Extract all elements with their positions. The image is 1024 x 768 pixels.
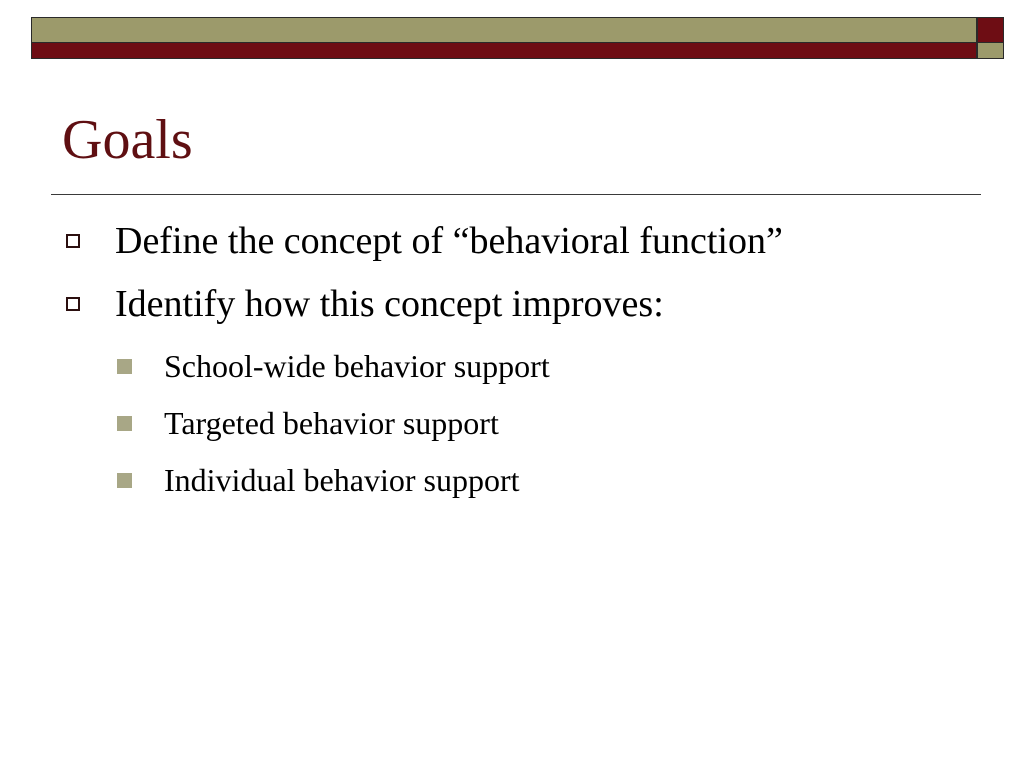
hollow-square-bullet-icon	[66, 297, 80, 311]
filled-square-bullet-icon	[117, 473, 132, 488]
header-olive-bar	[31, 17, 977, 43]
hollow-square-bullet-icon	[66, 234, 80, 248]
filled-square-bullet-icon	[117, 359, 132, 374]
header-maroon-square	[977, 17, 1004, 43]
sub-bullet-text: Targeted behavior support	[164, 405, 499, 441]
header-maroon-bar	[31, 42, 977, 59]
header-olive-square	[977, 42, 1004, 59]
title-divider	[51, 194, 981, 195]
filled-square-bullet-icon	[117, 416, 132, 431]
sub-bullet-text: School-wide behavior support	[164, 348, 550, 384]
sub-bullet-text: Individual behavior support	[164, 462, 520, 498]
bullet-text: Identify how this concept improves:	[115, 283, 664, 325]
bullet-text: Define the concept of “behavioral function”	[115, 220, 783, 262]
slide-title: Goals	[62, 109, 193, 171]
